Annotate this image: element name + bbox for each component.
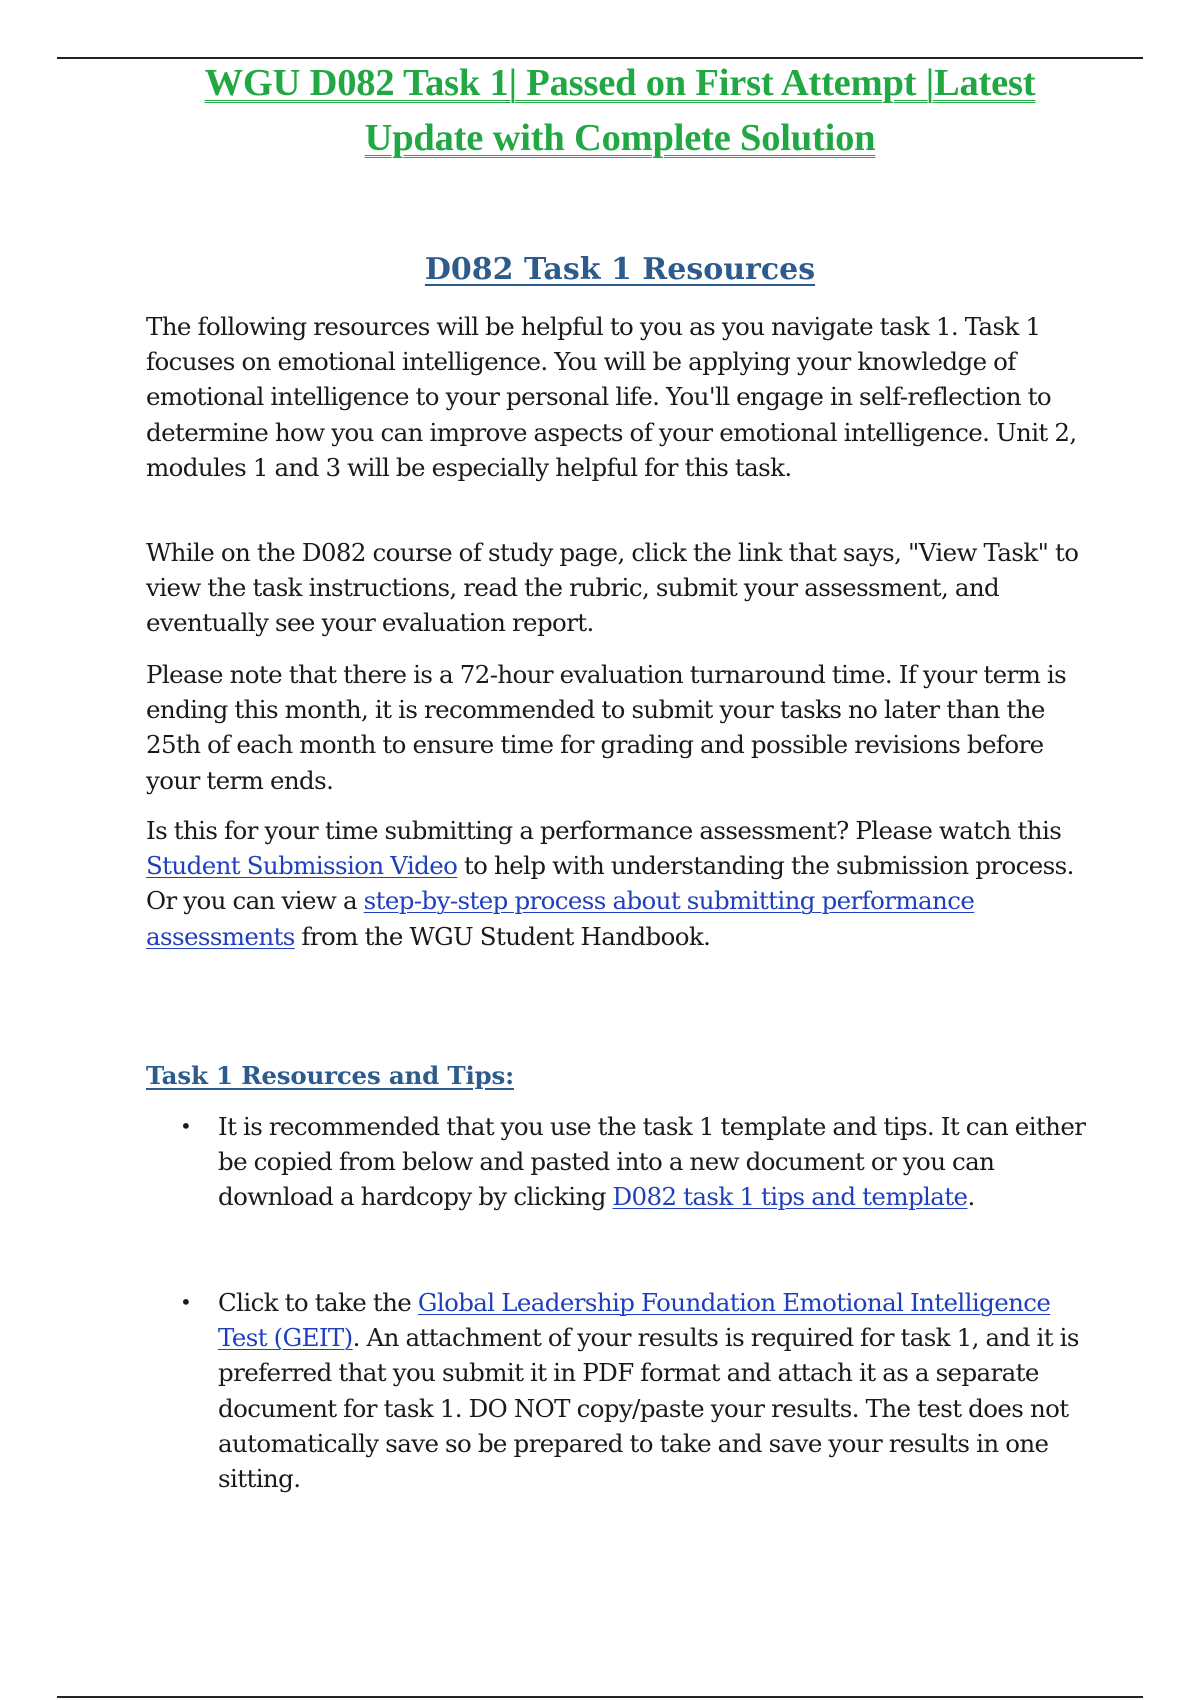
list-item <box>146 1109 1086 1215</box>
section-heading-text: D082 Task 1 Resources <box>424 252 816 287</box>
bullet-icon: • <box>180 1114 192 1138</box>
bullet-icon: • <box>180 1290 192 1314</box>
paragraph-submission-text-a: Is this for your time submitting a performance assessment? Please watch this <box>146 816 1062 845</box>
document-title <box>150 56 1090 166</box>
bottom-rule <box>57 1696 1143 1698</box>
tips-heading-text: Task 1 Resources and Tips: <box>146 1061 514 1090</box>
tips-list-2 <box>146 1285 1106 1496</box>
bullet-text-b: . An attachment of your results is required for task 1, and it is preferred that you submit it in PDF format and attach it as a separate document for task 1. DO NOT copy/paste your results. The test does not automatically save so be prepared to take and save your results in one sitting. <box>218 1323 1079 1494</box>
paragraph-submission <box>146 813 1086 954</box>
geit-test-link[interactable]: Global Leadership Foundation Emotional Intelligence Test (GEIT) <box>218 1288 1051 1353</box>
bullet-text-a: Click to take the <box>218 1288 418 1317</box>
paragraph-submission-text-b: to help with understanding the submission process. Or you can view a <box>146 851 1074 916</box>
step-by-step-process-link[interactable]: step-by-step process about submitting performance assessments <box>146 886 975 951</box>
student-submission-video-link[interactable]: Student Submission Video <box>146 851 458 881</box>
bullet-text-b: . <box>967 1182 975 1212</box>
paragraph-intro: The following resources will be helpful to you as you navigate task 1. Task 1 focuses on emotional intelligence. You will be applying your knowledge of emotional intelligence to your personal life. You'll engage in self-reflection to determine how you can improve aspects of your emotional intelligence. Unit 2, modules 1 and 3 will be especially helpful for this task. <box>146 312 1077 482</box>
document-title-line-2: Update with Complete Solution <box>364 117 876 159</box>
paragraph-turnaround: Please note that there is a 72-hour evaluation turnaround time. If your term is ending this month, it is recommended to submit your tasks no later than the 25th of each month to ensure time for grading and possible revisions before your term ends. <box>146 660 1067 795</box>
bullet-text-a: It is recommended that you use the task 1 template and tips. It can either be copied from below and pasted into a new document or you can download a hardcopy by clicking <box>218 1112 1086 1212</box>
tips-list-1 <box>146 1109 1106 1215</box>
list-item <box>146 1285 1086 1496</box>
section-heading <box>150 248 1090 292</box>
document-title-line-1: WGU D082 Task 1| Passed on First Attempt |Latest <box>204 62 1036 104</box>
paragraph-submission-text-c: from the WGU Student Handbook. <box>294 921 711 951</box>
tips-and-template-link[interactable]: D082 task 1 tips and template <box>612 1182 968 1212</box>
tips-heading <box>146 1059 514 1093</box>
paragraph-view-task: While on the D082 course of study page, click the link that says, "View Task" to view the task instructions, read the rubric, submit your assessment, and eventually see your evaluation report. <box>146 538 1079 638</box>
